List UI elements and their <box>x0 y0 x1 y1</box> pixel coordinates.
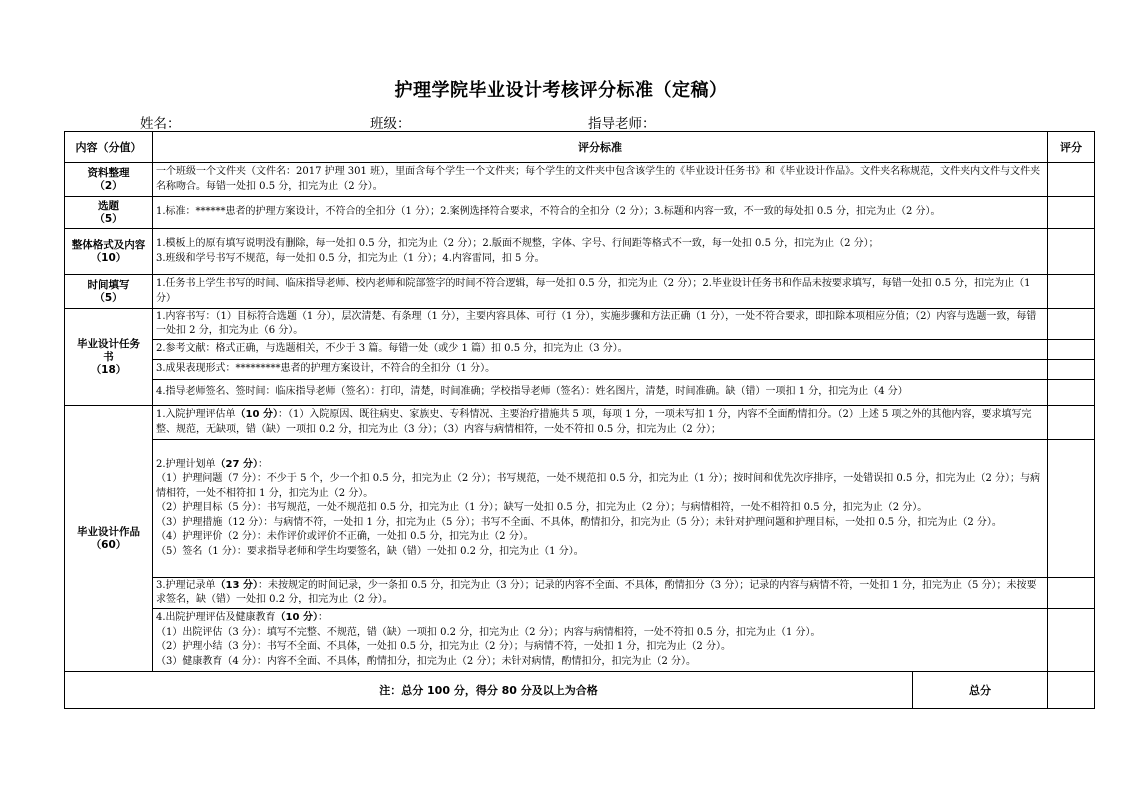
section-title: 2.护理计划单 <box>156 458 216 470</box>
score-input-cell[interactable] <box>1048 380 1095 406</box>
criteria-text: （4）护理评价（2 分）：未作评价或评价不正确，一处扣 0.5 分，扣完为止（2 分）。 <box>156 531 534 543</box>
category-cell <box>65 406 153 672</box>
student-name-field[interactable] <box>140 112 267 132</box>
criteria-cell <box>153 340 1048 360</box>
criteria-text: 1.模板上的原有填写说明没有删除，每一处扣 0.5 分，扣完为止（2 分）；2.版面不规整，字体、字号、行间距等格式不一致，每一处扣 0.5 分，扣完为止（2 分）； <box>156 238 879 249</box>
table-row <box>65 578 1095 609</box>
criteria-cell <box>153 380 1048 406</box>
category-points: （10） <box>90 251 127 264</box>
score-input-cell[interactable] <box>1048 406 1095 440</box>
table-row <box>65 275 1095 309</box>
section-points: （10 分） <box>275 612 318 623</box>
category-cell <box>65 197 153 229</box>
criteria-text: （2）护理小结（3 分）：书写不全面、不具体，一处扣 0.5 分，扣完为止（2 分）；与病情不符，一处扣 1 分，扣完为止（2 分）。 <box>156 641 731 652</box>
score-input-cell[interactable] <box>1048 197 1095 229</box>
class-field[interactable] <box>370 112 514 132</box>
footer-row <box>65 672 1095 709</box>
criteria-text: 3.班级和学号书写不规范，每一处扣 0.5 分，扣完为止（1 分）；4.内容雷同，扣 5 分。 <box>156 252 545 264</box>
advisor-field[interactable] <box>588 112 748 132</box>
criteria-text: 4.指导老师签名、签时间：临床指导老师（签名）：打印，清楚，时间准确；学校指导老师（签名）：姓名图片，清楚，时间准确。缺（错）一项扣 1 分，扣完为止（4 分） <box>156 386 908 398</box>
advisor-label: 指导老师： <box>588 116 656 132</box>
category-points: （5） <box>94 291 123 304</box>
page-title: 护理学院毕业设计考核评分标准（定稿） <box>394 80 728 101</box>
total-label: 总分 <box>913 672 1048 709</box>
criteria-text <box>156 408 1044 437</box>
table-row <box>65 309 1095 340</box>
table-row <box>65 163 1095 197</box>
table-header-row <box>65 132 1095 163</box>
criteria-cell <box>153 578 1048 609</box>
score-input-cell[interactable] <box>1048 578 1095 609</box>
category-name: 毕业设计任务书 <box>77 337 140 363</box>
criteria-text: （2）护理目标（5 分）：书写规范，一处不规范扣 0.5 分，扣完为止（1 分）；缺写一处扣 0.5 分，扣完为止（2 分）；与病情相符，一处不相符扣 0.5 分，扣完为止（2 分）。 <box>156 502 928 514</box>
criteria-text <box>156 611 1044 626</box>
section-points: （13 分） <box>215 579 258 591</box>
rubric-table <box>64 131 1095 709</box>
criteria-cell <box>153 440 1048 578</box>
score-input-cell[interactable] <box>1048 609 1095 672</box>
class-label: 班级： <box>370 116 411 132</box>
category-points: （2） <box>94 179 123 192</box>
table-row <box>65 406 1095 440</box>
criteria-cell <box>153 609 1048 672</box>
table-row <box>65 197 1095 229</box>
criteria-text: 2.参考文献：格式正确，与选题相关，不少于 3 篇。每错一处（或少 1 篇）扣 0.5 分，扣完为止（3 分）。 <box>156 343 628 355</box>
criteria-cell <box>153 197 1048 229</box>
criteria-text: （3）健康教育（4 分）：内容不全面、不具体，酌情扣分，扣完为止（2 分）；未针对病情，酌情扣分，扣完为止（2 分）。 <box>156 655 696 667</box>
student-name-label: 姓名： <box>140 116 181 132</box>
category-name: 时间填写 <box>87 278 130 291</box>
table-row <box>65 229 1095 275</box>
table-row <box>65 360 1095 380</box>
criteria-text: （1）出院评估（3 分）：填写不完整、不规范，错（缺）一项扣 0.2 分，扣完为止（2 分）；内容与病情相符，一处不符扣 0.5 分，扣完为止（1 分）。 <box>156 626 821 638</box>
criteria-text: 3.成果表现形式：*********患者的护理方案设计，不符合的全扣分（1 分）。 <box>156 363 496 375</box>
section-colon: ： <box>257 458 268 470</box>
criteria-cell <box>153 309 1048 340</box>
score-input-cell[interactable] <box>1048 360 1095 380</box>
section-text: ：（1）入院原因、既往病史、家族史、专科情况、主要治疗措施共 5 项，每项 1 分，一项未写扣 1 分，内容不全面酌情扣分。（2）上述 5 项之外的其他内容，要求填写完整、规范，无缺项，错（缺）一项扣 0.2 分，扣完为止（3 分）；（3）内容与病情相符，一处不符扣 0.5 分，扣完为止（2 分）； <box>156 409 1032 435</box>
table-row <box>65 609 1095 672</box>
score-input-cell[interactable] <box>1048 309 1095 340</box>
category-name: 选题 <box>98 199 119 212</box>
category-name: 毕业设计作品 <box>77 525 140 538</box>
criteria-cell <box>153 406 1048 440</box>
section-points: （10 分） <box>235 409 278 420</box>
score-input-cell[interactable] <box>1048 229 1095 275</box>
section-text: ：未按规定的时间记录，少一条扣 0.5 分，扣完为止（3 分）；记录的内容不全面、不具体，酌情扣分（3 分）；记录的内容与病情不符，一处扣 1 分，扣完为止（5 分）；未按要求签名，缺（错）一处扣 0.2 分，扣完为止（2 分）。 <box>156 579 1037 605</box>
criteria-text: （3）护理措施（12 分）：与病情不符，一处扣 1 分，扣完为止（5 分）；书写不全面、不具体，酌情扣分，扣完为止（5 分）；未针对护理问题和护理目标，一处扣 0.5 分，扣完为止（2 分）。 <box>156 516 1002 528</box>
score-input-cell[interactable] <box>1048 440 1095 578</box>
category-cell <box>65 309 153 406</box>
criteria-text: 一个班级一个文件夹（文件名：2017 护理 301 班），里面含每个学生一个文件夹；每个学生的文件夹中包含该学生的《毕业设计任务书》和《毕业设计作品》。文件夹名称规范，文件夹内文件与文件夹名称吻合。每错一处扣 0.5 分，扣完为止（2 分）。 <box>156 166 1041 192</box>
criteria-text: 1.内容书写：（1）目标符合选题（1 分），层次清楚、有条理（1 分），主要内容具体、可行（1 分），实施步骤和方法正确（1 分），一处不符合要求，即扣除本项相应分值；（2）内容与选题一致，每错一处扣 2 分，扣完为止（6 分）。 <box>156 310 1037 336</box>
section-title: 4.出院护理评估及健康教育 <box>156 612 276 623</box>
advisor-blank[interactable] <box>656 117 748 132</box>
category-name: 整体格式及内容 <box>71 238 146 251</box>
table-row <box>65 380 1095 406</box>
header-score-cell: 评分 <box>1048 132 1095 163</box>
total-score-cell[interactable] <box>1048 672 1095 709</box>
score-input-cell[interactable] <box>1048 275 1095 309</box>
category-points: （60） <box>90 538 127 551</box>
section-title: 1.入院护理评估单 <box>156 409 236 420</box>
criteria-text: 1.任务书上学生书写的时间、临床指导老师、校内老师和院部签字的时间不符合逻辑，每一处扣 0.5 分，扣完为止（2 分）；2.毕业设计任务书和作品未按要求填写，每错一处扣 0.5 分，扣完为止（1 分） <box>156 278 1031 304</box>
student-name-blank[interactable] <box>181 117 267 132</box>
category-points: （18） <box>90 363 127 376</box>
score-input-cell[interactable] <box>1048 340 1095 360</box>
category-name: 资料整理 <box>87 166 130 179</box>
section-colon: ： <box>317 612 328 623</box>
header-content-cell: 内容（分值） <box>65 132 153 163</box>
criteria-cell <box>153 229 1048 275</box>
score-input-cell[interactable] <box>1048 163 1095 197</box>
criteria-text: （1）护理问题（7 分）：不少于 5 个，少一个扣 0.5 分，扣完为止（2 分）；书写规范，一处不规范扣 0.5 分，扣完为止（1 分）；按时间和优先次序排序，一处错误扣 0.5 分，扣完为止（2 分）；与病情相符，一处不相符扣 1 分，扣完为止（2 分）。 <box>156 473 1041 499</box>
category-points: （5） <box>94 212 123 225</box>
section-title: 3.护理记录单 <box>156 579 216 591</box>
class-blank[interactable] <box>411 117 514 132</box>
header-criteria-cell: 评分标准 <box>153 132 1048 163</box>
criteria-text <box>156 579 1044 608</box>
table-row <box>65 440 1095 578</box>
criteria-text: 1.标准：******患者的护理方案设计，不符合的全扣分（1 分）；2.案例选择符合要求，不符合的全扣分（2 分）；3.标题和内容一致，不一致的每处扣 0.5 分，扣完为止（2 分）。 <box>156 206 941 218</box>
criteria-text: （5）签名（1 分）：要求指导老师和学生均要签名，缺（错）一处扣 0.2 分，扣完为止（1 分）。 <box>156 545 584 557</box>
section-points: （27 分） <box>215 458 258 470</box>
criteria-cell <box>153 360 1048 380</box>
category-cell <box>65 229 153 275</box>
footer-note: 注：总分 100 分，得分 80 分及以上为合格 <box>65 672 913 709</box>
criteria-cell <box>153 163 1048 197</box>
category-cell <box>65 275 153 309</box>
criteria-cell <box>153 275 1048 309</box>
table-row <box>65 340 1095 360</box>
criteria-text <box>156 458 1044 473</box>
category-cell <box>65 163 153 197</box>
